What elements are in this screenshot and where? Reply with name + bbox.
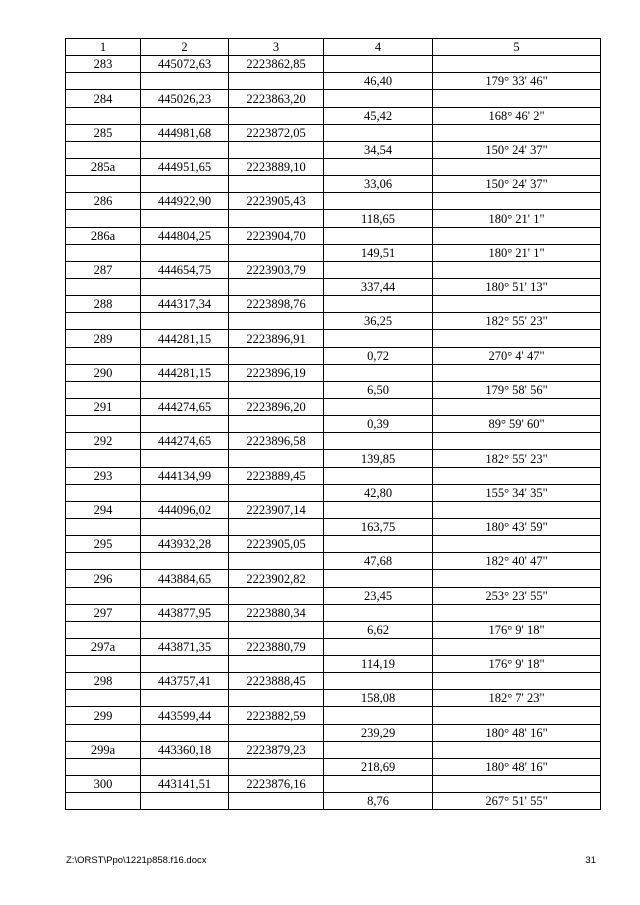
point-number-cell: 300 — [66, 776, 141, 793]
bearing-cell — [433, 296, 601, 313]
y-coordinate-cell: 2223888,45 — [229, 673, 324, 690]
point-number-cell — [66, 518, 141, 535]
y-coordinate-cell: 2223876,16 — [229, 776, 324, 793]
table-row — [66, 158, 601, 175]
y-coordinate-cell — [229, 587, 324, 604]
table-row — [66, 604, 601, 621]
table-row — [66, 364, 601, 381]
point-number-cell: 294 — [66, 501, 141, 518]
table-row — [66, 73, 601, 90]
y-coordinate-cell — [229, 518, 324, 535]
distance-cell — [324, 330, 433, 347]
y-coordinate-cell — [229, 656, 324, 673]
distance-cell: 8,76 — [324, 793, 433, 810]
point-number-cell: 288 — [66, 296, 141, 313]
bearing-cell — [433, 261, 601, 278]
distance-cell — [324, 90, 433, 107]
y-coordinate-cell — [229, 450, 324, 467]
column-header: 3 — [229, 39, 324, 56]
distance-cell: 139,85 — [324, 450, 433, 467]
column-header: 4 — [324, 39, 433, 56]
x-coordinate-cell — [141, 724, 229, 741]
point-number-cell: 286 — [66, 193, 141, 210]
x-coordinate-cell — [141, 518, 229, 535]
x-coordinate-cell: 444981,68 — [141, 124, 229, 141]
table-row — [66, 176, 601, 193]
x-coordinate-cell: 443877,95 — [141, 604, 229, 621]
x-coordinate-cell — [141, 587, 229, 604]
table-row — [66, 467, 601, 484]
x-coordinate-cell — [141, 244, 229, 261]
table-row — [66, 416, 601, 433]
bearing-cell: 180° 48' 16" — [433, 758, 601, 775]
coordinates-table — [65, 38, 601, 810]
point-number-cell — [66, 450, 141, 467]
bearing-cell — [433, 158, 601, 175]
bearing-cell: 270° 4' 47" — [433, 347, 601, 364]
x-coordinate-cell: 443932,28 — [141, 536, 229, 553]
table-row — [66, 536, 601, 553]
table-row — [66, 381, 601, 398]
x-coordinate-cell — [141, 381, 229, 398]
distance-cell: 114,19 — [324, 656, 433, 673]
distance-cell: 149,51 — [324, 244, 433, 261]
distance-cell: 337,44 — [324, 278, 433, 295]
y-coordinate-cell: 2223902,82 — [229, 570, 324, 587]
x-coordinate-cell: 445026,23 — [141, 90, 229, 107]
table-row — [66, 347, 601, 364]
table-row — [66, 621, 601, 638]
table-row — [66, 570, 601, 587]
y-coordinate-cell — [229, 793, 324, 810]
distance-cell: 158,08 — [324, 690, 433, 707]
y-coordinate-cell — [229, 416, 324, 433]
distance-cell: 6,62 — [324, 621, 433, 638]
y-coordinate-cell: 2223896,58 — [229, 433, 324, 450]
point-number-cell — [66, 73, 141, 90]
y-coordinate-cell: 2223862,85 — [229, 56, 324, 73]
y-coordinate-cell: 2223880,34 — [229, 604, 324, 621]
x-coordinate-cell — [141, 758, 229, 775]
point-number-cell — [66, 553, 141, 570]
bearing-cell — [433, 604, 601, 621]
x-coordinate-cell: 445072,63 — [141, 56, 229, 73]
distance-cell: 47,68 — [324, 553, 433, 570]
y-coordinate-cell — [229, 73, 324, 90]
y-coordinate-cell: 2223903,79 — [229, 261, 324, 278]
y-coordinate-cell: 2223863,20 — [229, 90, 324, 107]
distance-cell: 0,39 — [324, 416, 433, 433]
table-row — [66, 210, 601, 227]
point-number-cell: 289 — [66, 330, 141, 347]
x-coordinate-cell — [141, 690, 229, 707]
y-coordinate-cell: 2223889,10 — [229, 158, 324, 175]
point-number-cell — [66, 313, 141, 330]
point-number-cell: 296 — [66, 570, 141, 587]
bearing-cell: 155° 34' 35" — [433, 484, 601, 501]
distance-cell — [324, 536, 433, 553]
point-number-cell — [66, 656, 141, 673]
table-row — [66, 313, 601, 330]
bearing-cell: 168° 46' 2" — [433, 107, 601, 124]
x-coordinate-cell: 443757,41 — [141, 673, 229, 690]
y-coordinate-cell — [229, 210, 324, 227]
table-row — [66, 296, 601, 313]
distance-cell — [324, 501, 433, 518]
x-coordinate-cell — [141, 278, 229, 295]
table-row — [66, 553, 601, 570]
y-coordinate-cell: 2223872,05 — [229, 124, 324, 141]
table-row — [66, 690, 601, 707]
y-coordinate-cell: 2223896,19 — [229, 364, 324, 381]
distance-cell: 45,42 — [324, 107, 433, 124]
x-coordinate-cell — [141, 621, 229, 638]
distance-cell — [324, 227, 433, 244]
x-coordinate-cell — [141, 553, 229, 570]
x-coordinate-cell — [141, 313, 229, 330]
bearing-cell — [433, 570, 601, 587]
x-coordinate-cell: 443360,18 — [141, 741, 229, 758]
point-number-cell — [66, 141, 141, 158]
point-number-cell: 298 — [66, 673, 141, 690]
x-coordinate-cell — [141, 484, 229, 501]
bearing-cell: 180° 21' 1" — [433, 210, 601, 227]
distance-cell — [324, 193, 433, 210]
point-number-cell — [66, 381, 141, 398]
y-coordinate-cell: 2223880,79 — [229, 638, 324, 655]
distance-cell: 118,65 — [324, 210, 433, 227]
x-coordinate-cell: 443599,44 — [141, 707, 229, 724]
point-number-cell — [66, 690, 141, 707]
point-number-cell — [66, 621, 141, 638]
y-coordinate-cell — [229, 244, 324, 261]
table-row — [66, 227, 601, 244]
x-coordinate-cell: 444281,15 — [141, 364, 229, 381]
table-row — [66, 107, 601, 124]
bearing-cell: 180° 51' 13" — [433, 278, 601, 295]
bearing-cell — [433, 501, 601, 518]
x-coordinate-cell: 443141,51 — [141, 776, 229, 793]
distance-cell: 218,69 — [324, 758, 433, 775]
table-row — [66, 398, 601, 415]
point-number-cell — [66, 758, 141, 775]
bearing-cell — [433, 433, 601, 450]
table-row — [66, 244, 601, 261]
x-coordinate-cell: 444922,90 — [141, 193, 229, 210]
bearing-cell — [433, 124, 601, 141]
bearing-cell — [433, 707, 601, 724]
point-number-cell — [66, 176, 141, 193]
distance-cell — [324, 638, 433, 655]
bearing-cell: 176° 9' 18" — [433, 656, 601, 673]
column-header: 1 — [66, 39, 141, 56]
point-number-cell: 286a — [66, 227, 141, 244]
point-number-cell — [66, 793, 141, 810]
y-coordinate-cell — [229, 690, 324, 707]
point-number-cell: 297a — [66, 638, 141, 655]
point-number-cell: 290 — [66, 364, 141, 381]
bearing-cell — [433, 56, 601, 73]
table-header-row — [66, 39, 601, 56]
distance-cell: 46,40 — [324, 73, 433, 90]
table-row — [66, 587, 601, 604]
y-coordinate-cell — [229, 724, 324, 741]
x-coordinate-cell — [141, 416, 229, 433]
bearing-cell — [433, 227, 601, 244]
x-coordinate-cell — [141, 107, 229, 124]
y-coordinate-cell — [229, 621, 324, 638]
distance-cell — [324, 296, 433, 313]
x-coordinate-cell: 444654,75 — [141, 261, 229, 278]
y-coordinate-cell — [229, 758, 324, 775]
table-row — [66, 638, 601, 655]
point-number-cell: 299 — [66, 707, 141, 724]
point-number-cell — [66, 724, 141, 741]
bearing-cell: 182° 55' 23" — [433, 313, 601, 330]
y-coordinate-cell — [229, 381, 324, 398]
table-row — [66, 793, 601, 810]
y-coordinate-cell: 2223905,05 — [229, 536, 324, 553]
table-row — [66, 484, 601, 501]
bearing-cell: 176° 9' 18" — [433, 621, 601, 638]
bearing-cell: 180° 48' 16" — [433, 724, 601, 741]
table-row — [66, 673, 601, 690]
table-body — [66, 56, 601, 810]
bearing-cell — [433, 193, 601, 210]
x-coordinate-cell: 444281,15 — [141, 330, 229, 347]
bearing-cell: 179° 58' 56" — [433, 381, 601, 398]
table-row — [66, 656, 601, 673]
bearing-cell: 267° 51' 55" — [433, 793, 601, 810]
distance-cell: 163,75 — [324, 518, 433, 535]
table-row — [66, 90, 601, 107]
distance-cell — [324, 673, 433, 690]
table-row — [66, 707, 601, 724]
x-coordinate-cell: 443871,35 — [141, 638, 229, 655]
point-number-cell: 293 — [66, 467, 141, 484]
y-coordinate-cell — [229, 176, 324, 193]
distance-cell: 239,29 — [324, 724, 433, 741]
point-number-cell — [66, 278, 141, 295]
x-coordinate-cell — [141, 73, 229, 90]
table-row — [66, 776, 601, 793]
distance-cell — [324, 364, 433, 381]
column-header: 2 — [141, 39, 229, 56]
y-coordinate-cell: 2223905,43 — [229, 193, 324, 210]
x-coordinate-cell: 444804,25 — [141, 227, 229, 244]
table-row — [66, 501, 601, 518]
bearing-cell: 182° 40' 47" — [433, 553, 601, 570]
point-number-cell: 299a — [66, 741, 141, 758]
point-number-cell: 295 — [66, 536, 141, 553]
bearing-cell — [433, 467, 601, 484]
table-row — [66, 193, 601, 210]
table-row — [66, 450, 601, 467]
bearing-cell: 253° 23' 55" — [433, 587, 601, 604]
y-coordinate-cell: 2223882,59 — [229, 707, 324, 724]
y-coordinate-cell — [229, 278, 324, 295]
x-coordinate-cell: 444096,02 — [141, 501, 229, 518]
bearing-cell: 179° 33' 46" — [433, 73, 601, 90]
y-coordinate-cell: 2223907,14 — [229, 501, 324, 518]
y-coordinate-cell — [229, 553, 324, 570]
y-coordinate-cell: 2223898,76 — [229, 296, 324, 313]
y-coordinate-cell — [229, 313, 324, 330]
x-coordinate-cell — [141, 210, 229, 227]
x-coordinate-cell — [141, 450, 229, 467]
table-row — [66, 518, 601, 535]
bearing-cell — [433, 90, 601, 107]
distance-cell: 0,72 — [324, 347, 433, 364]
bearing-cell — [433, 398, 601, 415]
bearing-cell: 180° 21' 1" — [433, 244, 601, 261]
bearing-cell: 180° 43' 59" — [433, 518, 601, 535]
table-row — [66, 278, 601, 295]
x-coordinate-cell: 444134,99 — [141, 467, 229, 484]
footer-file-path: Z:\ORST\Ppo\1221p858.f16.docx — [66, 855, 207, 866]
table-row — [66, 56, 601, 73]
table-row — [66, 724, 601, 741]
point-number-cell: 291 — [66, 398, 141, 415]
distance-cell — [324, 467, 433, 484]
bearing-cell: 150° 24' 37" — [433, 141, 601, 158]
x-coordinate-cell — [141, 793, 229, 810]
distance-cell — [324, 707, 433, 724]
bearing-cell — [433, 673, 601, 690]
bearing-cell: 182° 7' 23" — [433, 690, 601, 707]
y-coordinate-cell: 2223904,70 — [229, 227, 324, 244]
bearing-cell — [433, 364, 601, 381]
point-number-cell: 285a — [66, 158, 141, 175]
point-number-cell — [66, 107, 141, 124]
table-row — [66, 261, 601, 278]
distance-cell: 6,50 — [324, 381, 433, 398]
distance-cell: 36,25 — [324, 313, 433, 330]
y-coordinate-cell — [229, 141, 324, 158]
y-coordinate-cell — [229, 347, 324, 364]
x-coordinate-cell — [141, 141, 229, 158]
point-number-cell — [66, 210, 141, 227]
distance-cell — [324, 570, 433, 587]
table-row — [66, 758, 601, 775]
distance-cell — [324, 433, 433, 450]
x-coordinate-cell — [141, 656, 229, 673]
point-number-cell — [66, 416, 141, 433]
bearing-cell: 150° 24' 37" — [433, 176, 601, 193]
point-number-cell — [66, 484, 141, 501]
y-coordinate-cell — [229, 107, 324, 124]
y-coordinate-cell — [229, 484, 324, 501]
point-number-cell: 292 — [66, 433, 141, 450]
distance-cell — [324, 158, 433, 175]
point-number-cell: 287 — [66, 261, 141, 278]
distance-cell: 34,54 — [324, 141, 433, 158]
distance-cell: 23,45 — [324, 587, 433, 604]
x-coordinate-cell: 443884,65 — [141, 570, 229, 587]
bearing-cell: 182° 55' 23" — [433, 450, 601, 467]
bearing-cell: 89° 59' 60" — [433, 416, 601, 433]
distance-cell — [324, 261, 433, 278]
point-number-cell — [66, 244, 141, 261]
distance-cell — [324, 398, 433, 415]
y-coordinate-cell: 2223896,20 — [229, 398, 324, 415]
table-row — [66, 124, 601, 141]
y-coordinate-cell: 2223889,45 — [229, 467, 324, 484]
x-coordinate-cell — [141, 347, 229, 364]
bearing-cell — [433, 741, 601, 758]
bearing-cell — [433, 330, 601, 347]
table-row — [66, 330, 601, 347]
table-row — [66, 141, 601, 158]
distance-cell: 42,80 — [324, 484, 433, 501]
x-coordinate-cell: 444274,65 — [141, 433, 229, 450]
point-number-cell — [66, 587, 141, 604]
point-number-cell: 283 — [66, 56, 141, 73]
x-coordinate-cell: 444317,34 — [141, 296, 229, 313]
table-row — [66, 433, 601, 450]
y-coordinate-cell: 2223879,23 — [229, 741, 324, 758]
point-number-cell: 297 — [66, 604, 141, 621]
x-coordinate-cell: 444951,65 — [141, 158, 229, 175]
point-number-cell: 285 — [66, 124, 141, 141]
bearing-cell — [433, 776, 601, 793]
bearing-cell — [433, 638, 601, 655]
distance-cell — [324, 124, 433, 141]
footer-page-number: 31 — [585, 855, 596, 866]
x-coordinate-cell — [141, 176, 229, 193]
point-number-cell — [66, 347, 141, 364]
distance-cell: 33,06 — [324, 176, 433, 193]
point-number-cell: 284 — [66, 90, 141, 107]
x-coordinate-cell: 444274,65 — [141, 398, 229, 415]
table-row — [66, 741, 601, 758]
column-header: 5 — [433, 39, 601, 56]
bearing-cell — [433, 536, 601, 553]
distance-cell — [324, 604, 433, 621]
distance-cell — [324, 56, 433, 73]
distance-cell — [324, 776, 433, 793]
distance-cell — [324, 741, 433, 758]
y-coordinate-cell: 2223896,91 — [229, 330, 324, 347]
